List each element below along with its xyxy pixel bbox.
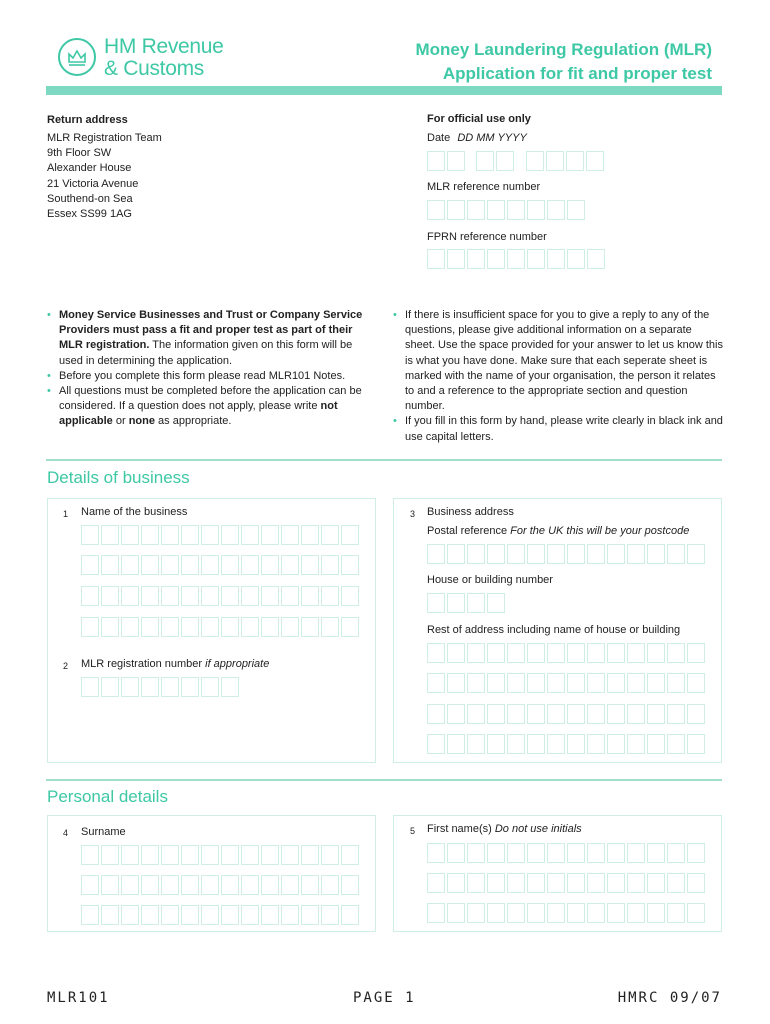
date-label — [427, 131, 527, 146]
q4-label: Surname — [81, 826, 126, 838]
return-address-block — [47, 131, 162, 222]
surname-row[interactable] — [81, 845, 359, 865]
q3-label: Business address — [427, 506, 514, 518]
date-hint: DD MM YYYY — [457, 132, 527, 144]
mlr-ref-boxes[interactable] — [427, 200, 585, 220]
section-divider — [46, 459, 722, 461]
q5-label: First name(s) Do not use initials — [427, 823, 582, 835]
surname-row[interactable] — [81, 875, 359, 895]
footer-page-number: PAGE 1 — [353, 990, 416, 1006]
address-row[interactable] — [427, 643, 705, 663]
q5-number: 5 — [410, 826, 416, 836]
note-item: • Money Service Businesses and Trust or Company Service Providers must pass a fit and proper test as part of their MLR registration. The information given on this form will be used in determining the application. — [47, 308, 377, 369]
address-line: 21 Victoria Avenue — [47, 177, 139, 190]
date-year-boxes[interactable] — [526, 151, 604, 171]
fprn-label: FPRN reference number — [427, 231, 547, 243]
crown-icon — [58, 38, 96, 76]
address-line: Essex SS99 1AG — [47, 208, 132, 221]
q2-number: 2 — [63, 661, 69, 671]
address-row[interactable] — [427, 704, 705, 724]
surname-row[interactable] — [81, 905, 359, 925]
business-name-row[interactable] — [81, 525, 359, 545]
form-title — [415, 38, 712, 86]
note-item: • Before you complete this form please read MLR101 Notes. — [47, 369, 377, 384]
notes-left — [47, 308, 377, 430]
footer-version: HMRC 09/07 — [617, 990, 722, 1006]
address-row[interactable] — [427, 673, 705, 693]
note-item: • If you fill in this form by hand, please write clearly in black ink and use capital letters. — [393, 414, 723, 444]
notes-right — [393, 308, 723, 445]
business-name-row[interactable] — [81, 555, 359, 575]
mlr-ref-label: MLR reference number — [427, 181, 541, 193]
address-row[interactable] — [427, 734, 705, 754]
date-month-boxes[interactable] — [476, 151, 514, 171]
business-name-row[interactable] — [81, 586, 359, 606]
address-line: MLR Registration Team — [47, 132, 162, 144]
header-bar — [46, 86, 722, 95]
title-line2: Application for fit and proper test — [442, 64, 712, 83]
section-divider — [46, 779, 722, 781]
q2-label: MLR registration number if appropriate — [81, 658, 270, 670]
mlr-registration-boxes[interactable] — [81, 677, 239, 697]
business-section-title: Details of business — [47, 468, 190, 487]
personal-section-title: Personal details — [47, 787, 168, 806]
title-line1: Money Laundering Regulation (MLR) — [415, 40, 712, 59]
postal-label: Postal reference For the UK this will be your postcode — [427, 525, 690, 537]
footer-form-code: MLR101 — [47, 990, 110, 1006]
date-label-text: Date — [427, 132, 451, 144]
official-use-heading: For official use only — [427, 113, 531, 125]
business-name-row[interactable] — [81, 617, 359, 637]
date-day-boxes[interactable] — [427, 151, 465, 171]
house-number-boxes[interactable] — [427, 593, 505, 613]
note-item: • All questions must be completed before the application can be considered. If a question does not apply, please write not applicable or none as appropriate. — [47, 384, 377, 430]
q3-number: 3 — [410, 509, 416, 519]
address-line: Southend-on Sea — [47, 192, 133, 205]
hmrc-logo-text — [104, 36, 224, 80]
note-item: • If there is insufficient space for you to give a reply to any of the questions, please give additional information on a separate sheet. Use the space provided for your answer to let us know this is what you have done. Make sure that each seperate sheet is marked with the name of your organisation, the person it relates to and a reference to the appropriate section and question number. — [393, 308, 723, 414]
first-name-row[interactable] — [427, 873, 705, 893]
logo-line1: HM Revenue — [104, 35, 224, 58]
return-address-heading: Return address — [47, 114, 128, 126]
fprn-boxes[interactable] — [427, 249, 605, 269]
q1-label: Name of the business — [81, 506, 188, 518]
postcode-boxes[interactable] — [427, 544, 705, 564]
q4-number: 4 — [63, 828, 69, 838]
logo-line2: & Customs — [104, 57, 204, 80]
first-name-row[interactable] — [427, 843, 705, 863]
address-line: 9th Floor SW — [47, 147, 112, 160]
rest-address-label: Rest of address including name of house or building — [427, 624, 681, 636]
address-line: Alexander House — [47, 162, 132, 175]
first-name-row[interactable] — [427, 903, 705, 923]
q1-number: 1 — [63, 509, 69, 519]
house-label: House or building number — [427, 574, 553, 586]
